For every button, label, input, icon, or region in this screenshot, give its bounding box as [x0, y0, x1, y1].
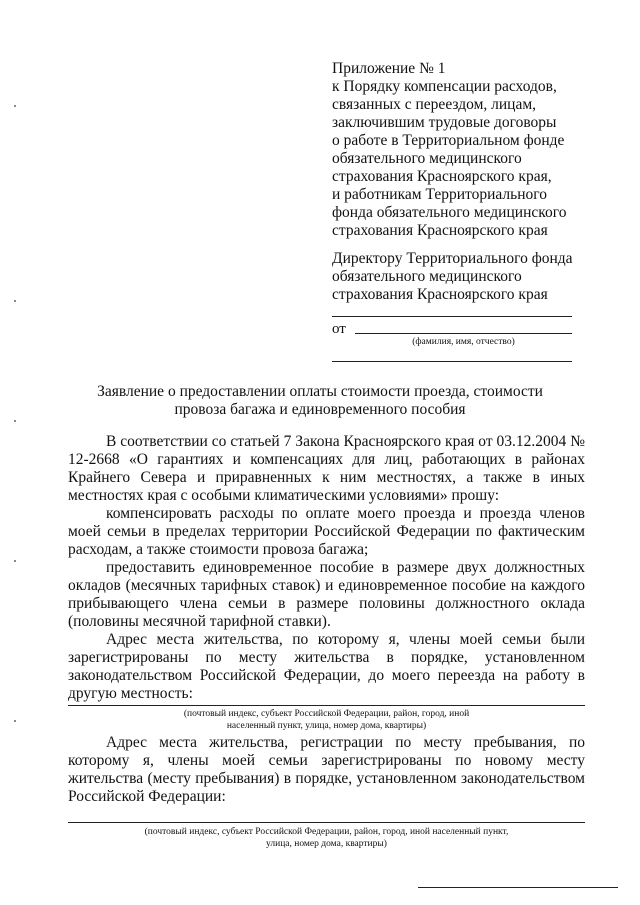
appendix-line: связанных с переездом, лицам, [332, 96, 537, 113]
scan-mark [14, 300, 16, 302]
request-item-2: предоставить единовременное пособие в размере двух должностных окладов (месячных тарифных ставок) и единовременное пособие на каждого прибывающего члена семьи в размере половины должностного оклада (половины месячной тарифной ставки). [68, 559, 585, 630]
previous-address-caption [68, 708, 585, 732]
addressee-line: обязательного медицинского [332, 268, 522, 285]
appendix-line: обязательного медицинского [332, 150, 522, 167]
document-title [80, 383, 560, 419]
previous-address-line[interactable] [68, 705, 585, 706]
caption-line: (почтовый индекс, субъект Российской Федерации, район, город, иной [183, 709, 470, 719]
appendix-line: фонда обязательного медицинского [332, 204, 567, 221]
new-address-caption [68, 826, 585, 850]
appendix-line: Приложение № 1 [332, 60, 446, 77]
scan-mark [14, 105, 16, 107]
caption-line: (почтовый индекс, субъект Российской Федерации, район, город, иной населенный пункт, [144, 827, 509, 837]
addressee-line: Директору Территориального фонда [332, 250, 573, 267]
previous-address-paragraph: Адрес места жительства, по которому я, члены моей семьи были зарегистрированы по месту жительства в порядке, установленном законодательством Российской Федерации, до моего переезда на работу в другую местность: [68, 631, 585, 702]
scan-mark [14, 420, 16, 422]
appendix-line: к Порядку компенсации расходов, [332, 78, 557, 95]
appendix-line: заключившим трудовые договоры [332, 114, 557, 131]
scan-mark [14, 560, 16, 562]
addressee-block [332, 250, 632, 304]
applicant-name-line[interactable] [355, 333, 572, 334]
appendix-header [332, 60, 632, 240]
applicant-name-line-2[interactable] [332, 361, 572, 362]
request-item-1: компенсировать расходы по оплате моего проезда и проезда членов моей семьи в пределах территории Российской Федерации по фактическим расходам, а также стоимости провоза багажа; [68, 505, 585, 558]
applicant-name-caption: (фамилия, имя, отчество) [412, 337, 515, 347]
bottom-signature-line[interactable] [418, 887, 618, 888]
intro-paragraph: В соответствии со статьей 7 Закона Красноярского края от 03.12.2004 № 12-2668 «О гарантиях и компенсациях для лиц, работающих в районах Крайнего Севера и приравненных к ним местностях, а также в иных местностях края с особыми климатическими условиями» прошу: [68, 433, 585, 504]
from-label: от [332, 321, 346, 337]
addressee-blank-line[interactable] [332, 316, 572, 317]
new-address-line[interactable] [68, 822, 585, 823]
title-line-2: провоза багажа и единовременного пособия [174, 401, 466, 418]
caption-line: улица, номер дома, квартиры) [266, 839, 387, 849]
addressee-line: страхования Красноярского края [332, 286, 548, 303]
scan-mark [14, 720, 16, 722]
new-address-paragraph: Адрес места жительства, регистрации по месту пребывания, по которому я, члены моей семьи зарегистрированы по новому месту жительства (месту пребывания) в порядке, установленном законодательством Российской Федерации: [68, 734, 585, 805]
title-line-1: Заявление о предоставлении оплаты стоимости проезда, стоимости [97, 383, 543, 400]
appendix-line: страхования Красноярского края [332, 222, 548, 239]
caption-line: населенный пункт, улица, номер дома, квартиры) [226, 721, 427, 731]
appendix-line: и работникам Территориального [332, 186, 547, 203]
appendix-line: о работе в Территориальном фонде [332, 132, 565, 149]
appendix-line: страхования Красноярского края, [332, 168, 552, 185]
